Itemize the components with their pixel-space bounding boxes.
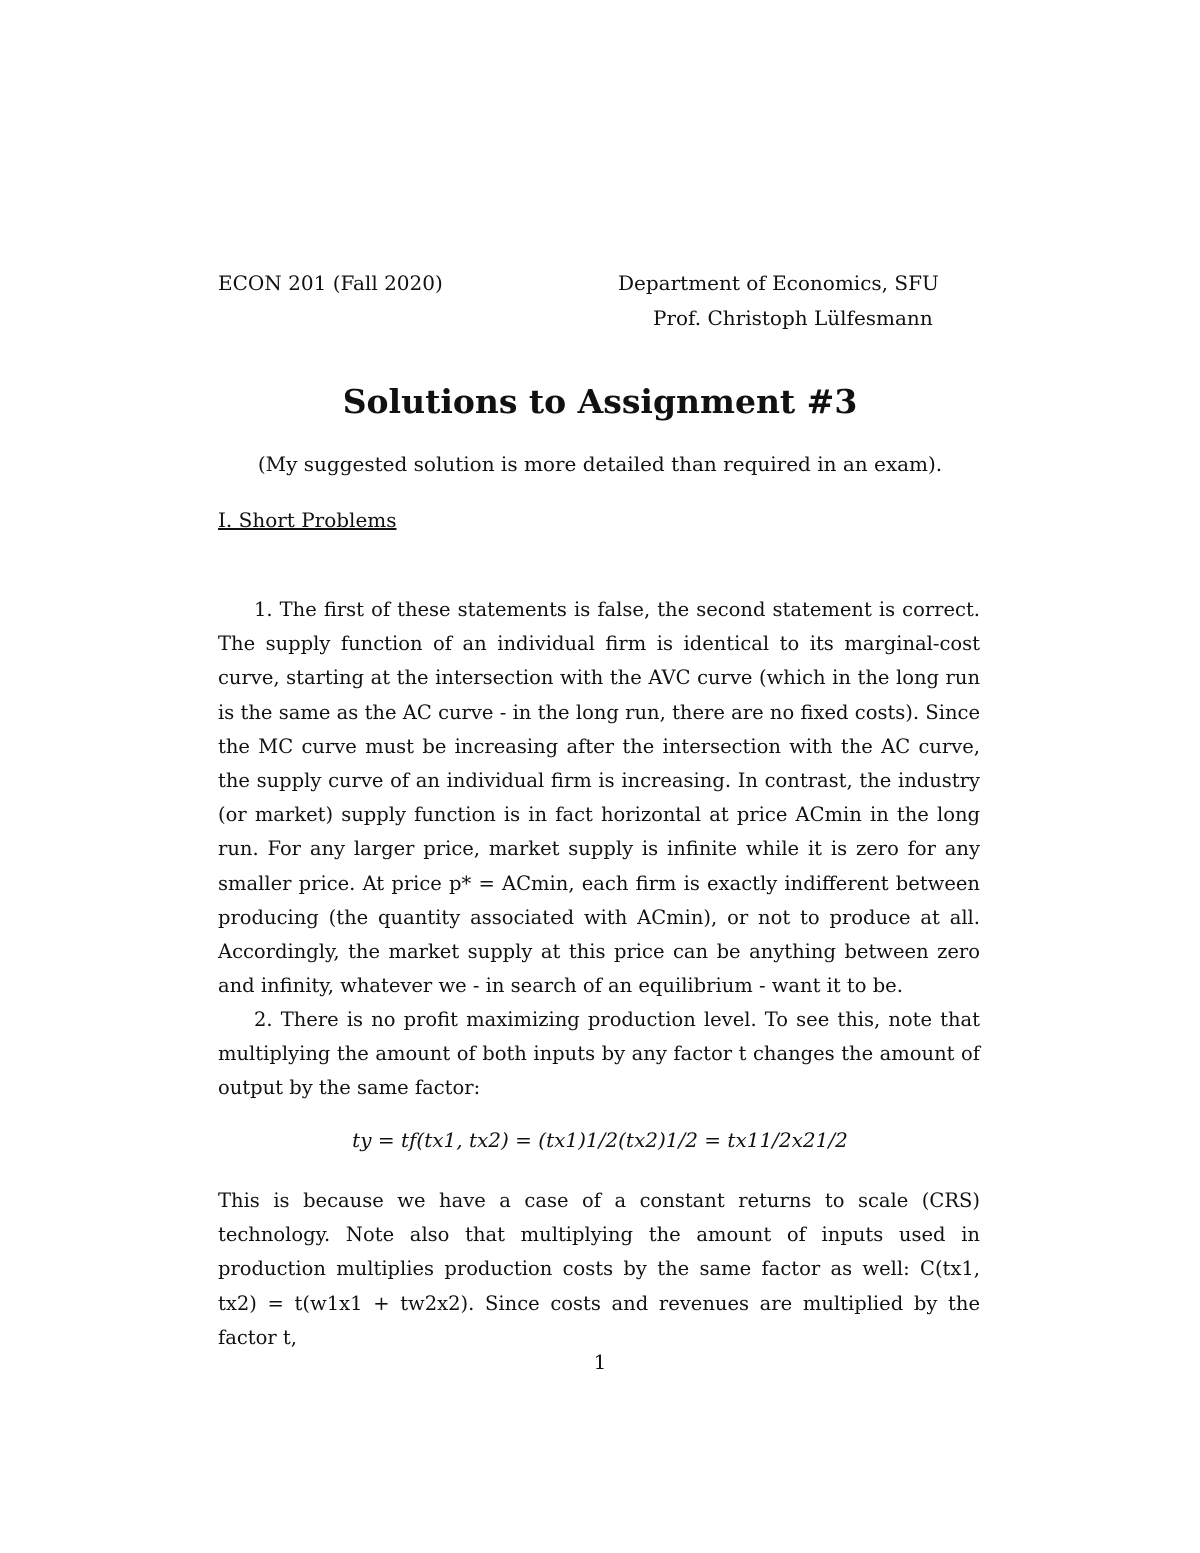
- paragraph-3: This is because we have a case of a constant returns to scale (CRS) technology. Note also that multiplying the amount of inputs used in production multiplies production costs by the same factor as well: C(tx1, tx2) = t(w1x1 + tw2x2). Since costs and revenues are multiplied by the factor t,: [218, 1189, 980, 1349]
- equation: ty = tf(tx1, tx2) = (tx1)1/2(tx2)1/2 = tx11/2x21/2: [352, 1128, 848, 1152]
- subtitle: (My suggested solution is more detailed than required in an exam).: [257, 452, 943, 476]
- course-label: ECON 201 (Fall 2020): [218, 271, 443, 295]
- department-label: Department of Economics, SFU: [618, 271, 939, 295]
- page-title: Solutions to Assignment #3: [342, 382, 858, 421]
- section-heading: I. Short Problems: [218, 508, 397, 532]
- paragraph-1: 1. The first of these statements is false, the second statement is correct. The supply function of an individual firm is identical to its marginal-cost curve, starting at the intersection with the AVC curve (which in the long run is the same as the AC curve - in the long run, there are no fixed costs). Since the MC curve must be increasing after the intersection with the AC curve, the supply curve of an individual firm is increasing. In contrast, the industry (or market) supply function is in fact horizontal at price ACmin in the long run. For any larger price, market supply is infinite while it is zero for any smaller price. At price p* = ACmin, each firm is exactly indifferent between producing (the quantity associated with ACmin), or not to produce at all. Accordingly, the market supply at this price can be anything between zero and infinity, whatever we - in search of an equilibrium - want it to be.: [218, 598, 980, 998]
- paragraph-2: 2. There is no profit maximizing production level. To see this, note that multiplying the amount of both inputs by any factor t changes the amount of output by the same factor:: [218, 1008, 980, 1100]
- page-number: 1: [593, 1350, 607, 1374]
- professor-label: Prof. Christoph Lülfesmann: [653, 306, 933, 330]
